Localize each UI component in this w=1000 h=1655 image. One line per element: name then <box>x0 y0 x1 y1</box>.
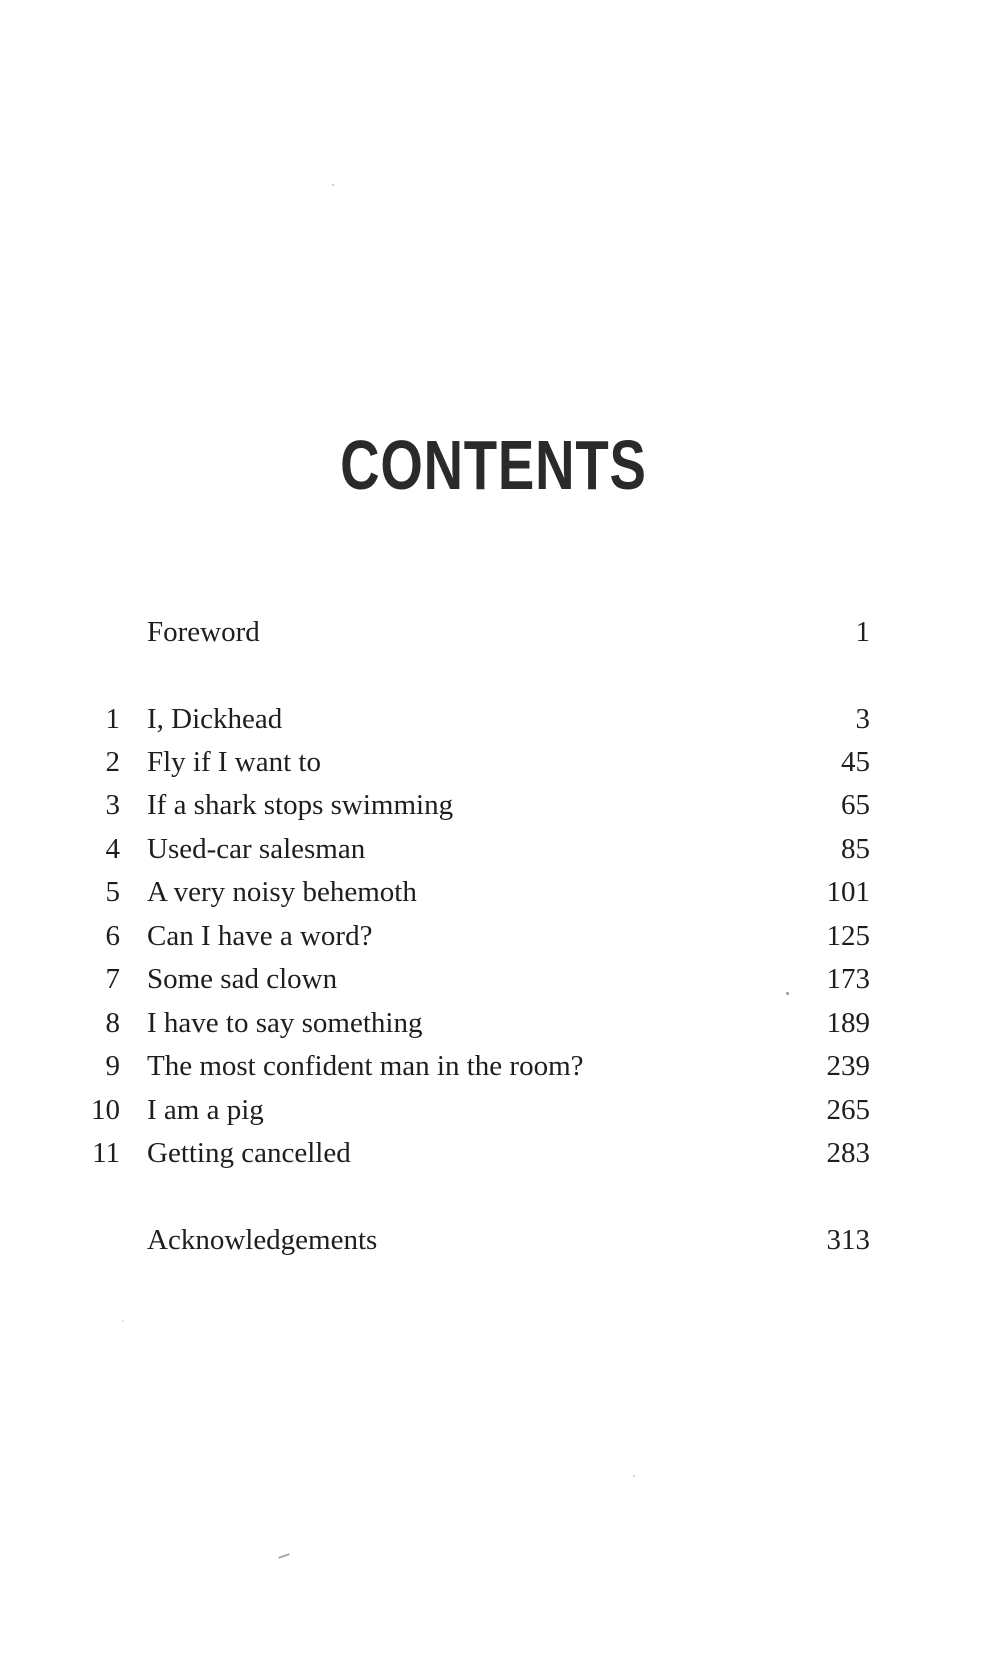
toc-entry-page: 313 <box>826 1224 870 1256</box>
toc-chapter-row <box>0 916 1000 956</box>
chapter-page: 265 <box>826 1094 870 1126</box>
chapter-title: Can I have a word? <box>147 920 373 952</box>
chapter-title: A very noisy behemoth <box>147 876 417 908</box>
scan-speck <box>786 992 789 995</box>
page-title: CONTENTS <box>340 426 647 504</box>
chapter-number: 11 <box>92 1137 120 1169</box>
chapter-title: Some sad clown <box>147 963 338 995</box>
toc-chapter-row <box>0 699 1000 739</box>
toc-chapter-row <box>0 1090 1000 1130</box>
chapter-page: 239 <box>826 1050 870 1082</box>
toc-chapter-row <box>0 1133 1000 1173</box>
chapter-page: 283 <box>826 1137 870 1169</box>
toc-chapter-row <box>0 959 1000 999</box>
chapter-number: 7 <box>105 963 120 995</box>
toc-chapter-row <box>0 1046 1000 1086</box>
chapter-page: 189 <box>826 1007 870 1039</box>
toc-entry-foreword <box>0 612 1000 652</box>
chapter-page: 85 <box>841 833 870 865</box>
chapter-title: Fly if I want to <box>147 746 321 778</box>
toc-entry-page: 1 <box>855 616 870 648</box>
chapter-page: 101 <box>826 876 870 908</box>
toc-entry-label: Acknowledgements <box>147 1224 378 1256</box>
chapter-page: 3 <box>855 703 870 735</box>
chapter-page: 125 <box>826 920 870 952</box>
toc-chapter-row <box>0 785 1000 825</box>
scan-speck <box>633 1475 635 1477</box>
toc-chapter-row <box>0 742 1000 782</box>
chapter-number: 10 <box>91 1094 120 1126</box>
chapter-title: Used-car salesman <box>147 833 366 865</box>
chapter-number: 9 <box>105 1050 120 1082</box>
chapter-number: 1 <box>105 703 120 735</box>
toc-entry-label: Foreword <box>147 616 260 648</box>
chapter-number: 6 <box>105 920 120 952</box>
scan-speck <box>278 1553 290 1559</box>
chapter-number: 5 <box>105 876 120 908</box>
chapter-page: 173 <box>826 963 870 995</box>
toc-chapter-row <box>0 829 1000 869</box>
chapter-title: If a shark stops swimming <box>147 789 454 821</box>
chapter-title: The most confident man in the room? <box>147 1050 584 1082</box>
scan-speck <box>332 184 334 186</box>
chapter-title: I, Dickhead <box>147 703 283 735</box>
chapter-page: 45 <box>841 746 870 778</box>
toc-chapter-row <box>0 872 1000 912</box>
toc-chapter-row <box>0 1003 1000 1043</box>
chapter-title: I am a pig <box>147 1094 264 1126</box>
chapter-page: 65 <box>841 789 870 821</box>
chapter-title: I have to say something <box>147 1007 423 1039</box>
chapter-number: 4 <box>105 833 120 865</box>
scan-speck <box>122 1320 124 1322</box>
chapter-number: 3 <box>105 789 120 821</box>
chapter-number: 2 <box>105 746 120 778</box>
chapter-title: Getting cancelled <box>147 1137 351 1169</box>
chapter-number: 8 <box>105 1007 120 1039</box>
toc-entry-acknowledgements <box>0 1220 1000 1260</box>
